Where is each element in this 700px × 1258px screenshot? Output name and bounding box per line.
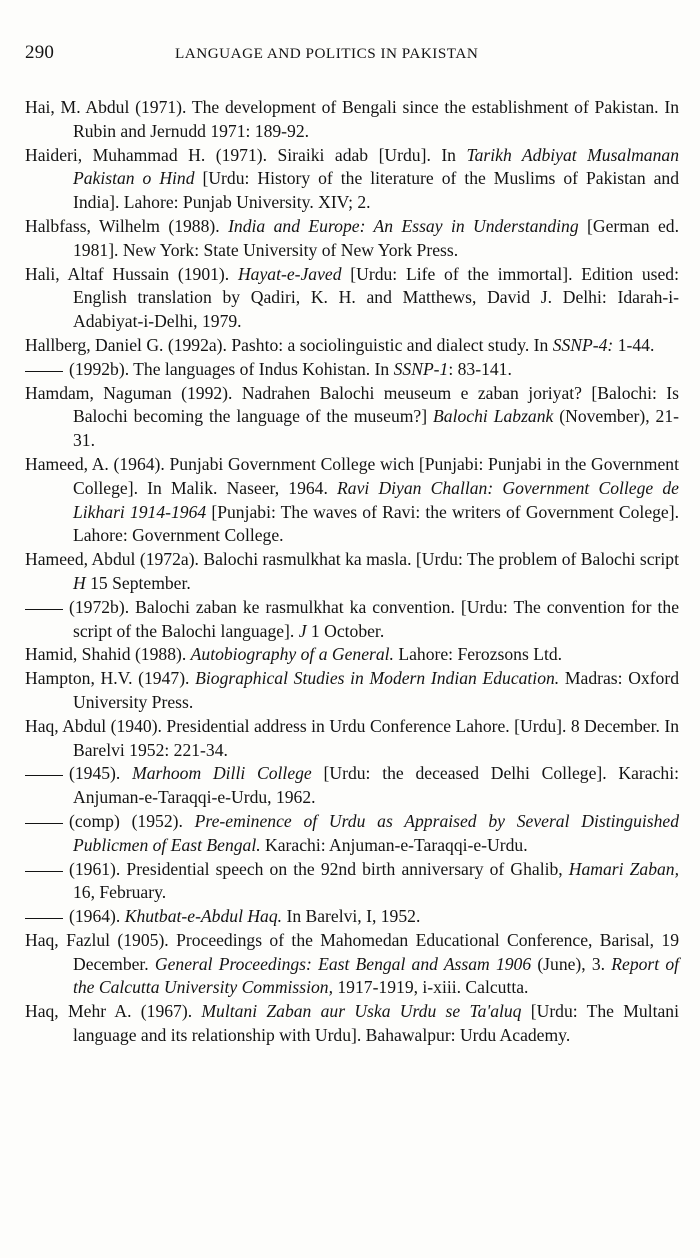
repeated-author-dash <box>25 775 63 776</box>
reference-entry <box>25 358 679 382</box>
reference-text: [Urdu: History of the literature of the Muslims of Pakistan and India]. Lahore: Punjab University. XIV; 2. <box>73 168 679 213</box>
reference-entry <box>25 1000 679 1048</box>
reference-list <box>25 96 679 1048</box>
reference-text: Hamid, Shahid (1988). <box>25 644 191 665</box>
reference-text: [German ed. 1981]. New York: State University of New York Press. <box>73 215 679 260</box>
reference-italic-title: Multani Zaban aur Uska Urdu se Ta'aluq <box>201 1001 522 1022</box>
reference-entry <box>25 215 679 263</box>
reference-italic-title: Ravi Diyan Challan: Government College de Likhari 1914-1964 <box>73 477 679 522</box>
reference-text: (1964). <box>69 906 125 927</box>
reference-text: Lahore: Ferozsons Ltd. <box>393 644 563 665</box>
reference-italic-title: Biographical Studies in Modern Indian Education. <box>195 668 560 689</box>
reference-text: Hali, Altaf Hussain (1901). <box>25 263 238 284</box>
reference-text: Madras: Oxford University Press. <box>73 668 680 712</box>
reference-text: Haq, Abdul (1940). Presidential address in Urdu Conference Lahore. [Urdu]. 8 December. In Barelvi 1952: 221-34. <box>25 715 679 760</box>
reference-text: : 83-141. <box>448 358 512 379</box>
reference-text: Haideri, Muhammad H. (1971). Siraiki adab [Urdu]. In <box>25 144 467 165</box>
reference-text: (1945). <box>69 763 133 784</box>
repeated-author-dash <box>25 371 63 372</box>
reference-italic-title: Marhoom Dilli College <box>132 763 312 784</box>
reference-text: 16, February. <box>73 882 167 903</box>
reference-text: Hampton, H.V. (1947). <box>25 668 196 689</box>
reference-text: 1917-1919, i-xiii. Calcutta. <box>332 977 529 998</box>
reference-italic-title: Khutbat-e-Abdul Haq. <box>124 906 283 927</box>
reference-entry <box>25 667 679 715</box>
reference-text: 1 October. <box>306 620 385 641</box>
reference-italic-title: Balochi Labzank <box>433 406 554 427</box>
reference-text: Hai, M. Abdul (1971). The development of Bengali since the establishment of Pakistan. In Rubin and Jernudd 1971: 189-92. <box>25 97 679 141</box>
reference-text: (June), 3. <box>531 953 612 974</box>
reference-italic-title: J <box>298 620 307 641</box>
reference-text: [Urdu: Life of the immortal]. Edition used: English translation by Qadiri, K. H. and Matthews, David J. Delhi: Idarah-i-Adabiyat-i-Delhi, 1979. <box>73 263 679 332</box>
repeated-author-dash <box>25 871 63 872</box>
reference-text: [Urdu: the deceased Delhi College]. Karachi: Anjuman-e-Taraqqi-e-Urdu, 1962. <box>73 763 679 808</box>
reference-text: Haq, Mehr A. (1967). <box>25 1001 202 1022</box>
reference-text: [Urdu: The Multani language and its relationship with Urdu]. Bahawalpur: Urdu Academy. <box>73 1001 679 1046</box>
reference-italic-title: Hamari Zaban, <box>568 858 679 879</box>
reference-text: Halbfass, Wilhelm (1988). <box>25 215 229 236</box>
reference-italic-title: SSNP-4: <box>552 334 614 355</box>
reference-text: (November), 21-31. <box>73 406 680 451</box>
repeated-author-dash <box>25 918 63 919</box>
reference-text: (1961). Presidential speech on the 92nd birth anniversary of Ghalib, <box>69 858 569 879</box>
reference-entry <box>25 905 679 929</box>
reference-text: (1972b). Balochi zaban ke rasmulkhat ka convention. [Urdu: The convention for the script of the Balochi language]. <box>69 596 679 641</box>
reference-entry <box>25 858 679 906</box>
reference-text: [Punjabi: The waves of Ravi: the writers of Government Colege]. Lahore: Government College. <box>73 501 679 546</box>
reference-italic-title: Autobiography of a General. <box>190 644 394 665</box>
reference-entry <box>25 334 679 358</box>
reference-entry <box>25 762 679 810</box>
reference-entry <box>25 596 679 644</box>
reference-italic-title: Report of the Calcutta University Commission, <box>73 953 680 998</box>
reference-text: Hallberg, Daniel G. (1992a). Pashto: a sociolinguistic and dialect study. In <box>25 334 553 355</box>
reference-italic-title: Hayat-e-Javed <box>237 263 342 284</box>
reference-text: Karachi: Anjuman-e-Taraqqi-e-Urdu. <box>260 834 528 855</box>
reference-italic-title: SSNP-1 <box>393 358 449 379</box>
reference-text: (1992b). The languages of Indus Kohistan. In <box>69 358 394 379</box>
reference-italic-title: H <box>73 572 86 593</box>
reference-text: Hameed, A. (1964). Punjabi Government College wich [Punjabi: Punjabi in the Government College]. In Malik. Naseer, 1964. <box>25 453 679 498</box>
reference-entry <box>25 453 679 548</box>
reference-italic-title: General Proceedings: East Bengal and Assam 1906 <box>154 953 532 974</box>
page-header <box>25 42 678 70</box>
reference-entry <box>25 810 679 858</box>
repeated-author-dash <box>25 823 63 824</box>
reference-entry <box>25 643 679 667</box>
reference-entry <box>25 382 679 453</box>
reference-entry <box>25 715 679 763</box>
reference-entry <box>25 96 679 144</box>
reference-text: (comp) (1952). <box>69 810 195 831</box>
reference-text: Hameed, Abdul (1972a). Balochi rasmulkhat ka masla. [Urdu: The problem of Balochi script <box>25 549 679 570</box>
reference-text: Haq, Fazlul (1905). Proceedings of the Mahomedan Educational Conference, Barisal, 19 December. <box>25 929 679 974</box>
reference-text: 15 September. <box>85 572 191 593</box>
page-number: 290 <box>25 42 55 63</box>
reference-text: In Barelvi, I, 1952. <box>282 906 421 927</box>
reference-entry <box>25 548 679 596</box>
running-title: LANGUAGE AND POLITICS IN PAKISTAN <box>175 45 479 62</box>
reference-text: Hamdam, Naguman (1992). Nadrahen Balochi meuseum e zaban joriyat? [Balochi: Is Balochi becoming the language of the museum?] <box>25 382 679 427</box>
reference-italic-title: India and Europe: An Essay in Understanding <box>228 215 579 236</box>
repeated-author-dash <box>25 609 63 610</box>
reference-text: 1-44. <box>613 334 655 355</box>
reference-italic-title: Pre-eminence of Urdu as Appraised by Several Distinguished Publicmen of East Bengal. <box>73 810 680 855</box>
reference-entry <box>25 144 679 215</box>
reference-italic-title: Tarikh Adbiyat Musalmanan Pakistan o Hind <box>73 144 679 189</box>
reference-entry <box>25 929 679 1000</box>
reference-entry <box>25 263 679 334</box>
